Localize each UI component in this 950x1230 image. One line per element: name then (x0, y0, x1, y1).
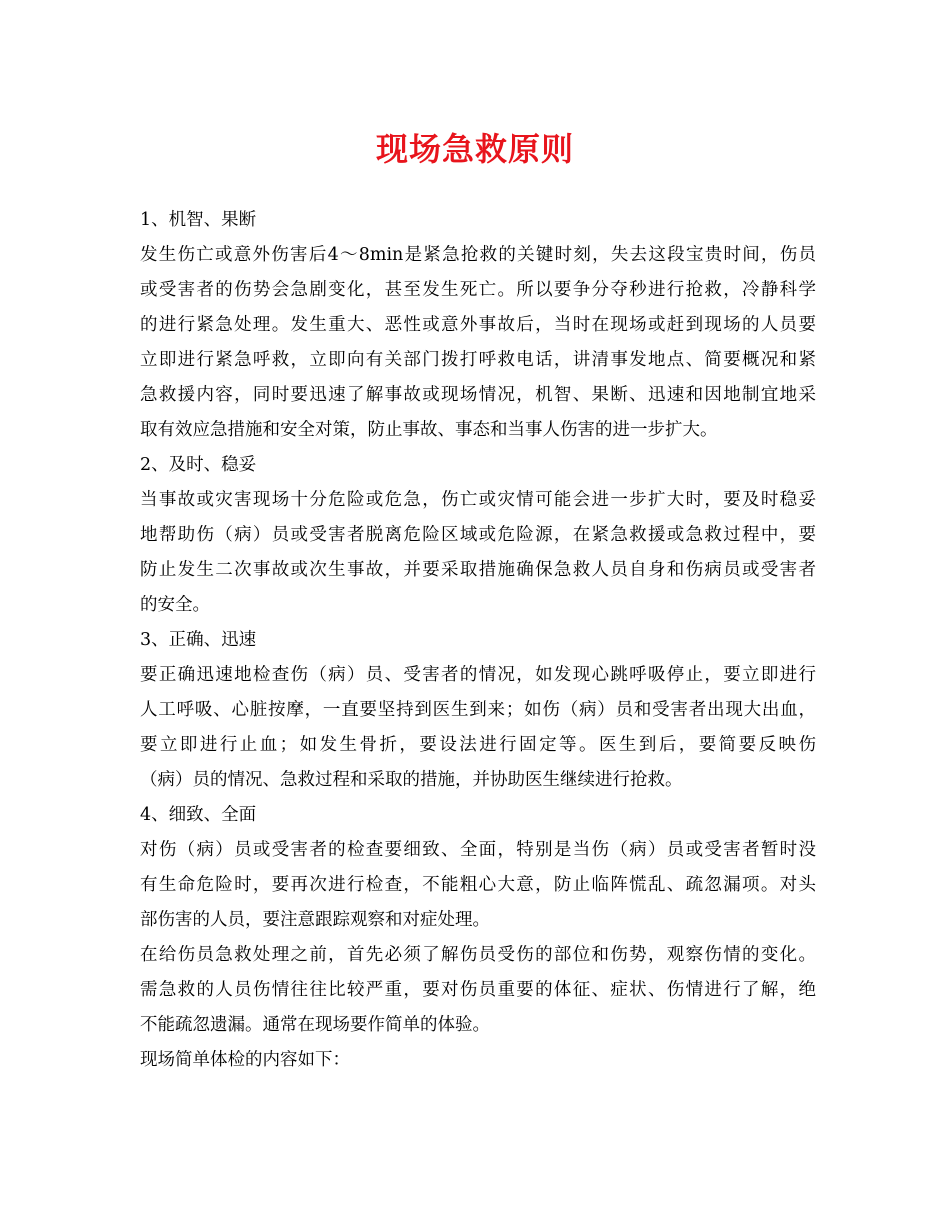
section-heading: 1、机智、果断 (140, 210, 257, 230)
body-line: 对伤（病）员或受害者的检查要细致、全面，特别是当伤（病）员或受害者暂时没 (140, 840, 816, 860)
body-line: 不能疏忽遗漏。通常在现场要作简单的体验。 (140, 1015, 490, 1035)
body-line: 或受害者的伤势会急剧变化，甚至发生死亡。所以要争分夺秒进行抢救，冷静科学 (140, 280, 816, 300)
body-line: 当事故或灾害现场十分危险或危急，伤亡或灾情可能会进一步扩大时，要及时稳妥 (140, 490, 816, 510)
body-line: 要正确迅速地检查伤（病）员、受害者的情况，如发现心跳呼吸停止，要立即进行 (140, 665, 816, 685)
body-line: 需急救的人员伤情往往比较严重，要对伤员重要的体征、症状、伤情进行了解，绝 (140, 980, 816, 1000)
body-line: 防止发生二次事故或次生事故，并要采取措施确保急救人员自身和伤病员或受害者 (140, 560, 816, 580)
body-line: 的进行紧急处理。发生重大、恶性或意外事故后，当时在现场或赶到现场的人员要 (140, 315, 816, 335)
body-line: 的安全。 (140, 595, 210, 615)
section-heading: 2、及时、稳妥 (140, 455, 257, 475)
body-line: 在给伤员急救处理之前，首先必须了解伤员受伤的部位和伤势，观察伤情的变化。 (140, 945, 816, 965)
body-line: 现场简单体检的内容如下： (140, 1050, 350, 1070)
body-line: 部伤害的人员，要注意跟踪观察和对症处理。 (140, 910, 490, 930)
body-line: 地帮助伤（病）员或受害者脱离危险区域或危险源，在紧急救援或急救过程中，要 (140, 525, 816, 545)
body-line: 急救援内容，同时要迅速了解事故或现场情况，机智、果断、迅速和因地制宜地采 (140, 385, 816, 405)
body-line: 要立即进行止血；如发生骨折，要设法进行固定等。医生到后，要简要反映伤 (140, 735, 816, 755)
body-line: 人工呼吸、心脏按摩，一直要坚持到医生到来；如伤（病）员和受害者出现大出血， (140, 700, 816, 720)
body-line: 有生命危险时，要再次进行检查，不能粗心大意，防止临阵慌乱、疏忽漏项。对头 (140, 875, 816, 895)
body-line: 取有效应急措施和安全对策，防止事故、事态和当事人伤害的进一步扩大。 (140, 420, 718, 440)
section-heading: 4、细致、全面 (140, 805, 257, 825)
section-heading: 3、正确、迅速 (140, 630, 257, 650)
body-line: 立即进行紧急呼救，立即向有关部门拨打呼救电话，讲清事发地点、简要概况和紧 (140, 350, 816, 370)
body-line: 发生伤亡或意外伤害后4～8min是紧急抢救的关键时刻，失去这段宝贵时间，伤员 (140, 245, 816, 265)
document-body (140, 203, 816, 1078)
document-title: 现场急救原则 (375, 130, 574, 168)
body-line: （病）员的情况、急救过程和采取的措施，并协助医生继续进行抢救。 (140, 770, 683, 790)
